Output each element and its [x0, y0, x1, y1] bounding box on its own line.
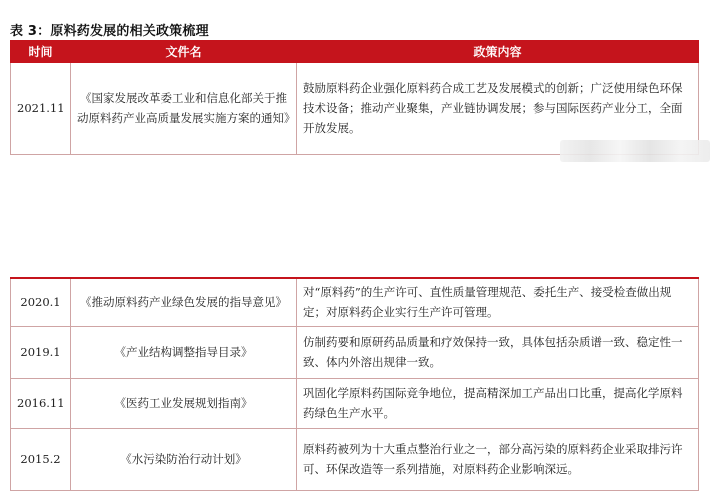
- table-row: [11, 326, 699, 378]
- row-policy-content: 原料药被列为十大重点整治行业之一，部分高污染的原料药企业采取排污许可、环保改造等一系列措施，对原料药企业影响深远。: [297, 428, 699, 490]
- row-document-name: 《水污染防治行动计划》: [71, 428, 297, 490]
- table-header-row: [11, 41, 699, 63]
- header-document: 文件名: [71, 41, 297, 63]
- table-row: [11, 378, 699, 428]
- row-document-name: 《推动原料药产业绿色发展的指导意见》: [71, 278, 297, 326]
- row-date: 2016.11: [11, 378, 71, 428]
- table-row: [11, 428, 699, 490]
- header-content: 政策内容: [297, 41, 699, 63]
- row-document-name: 《医药工业发展规划指南》: [71, 378, 297, 428]
- row-policy-content: 对“原料药”的生产许可、直性质量管理规范、委托生产、接受检查做出规定；对原料药企业实行生产许可管理。: [297, 278, 699, 326]
- table-caption: 表 3：原料药发展的相关政策梳理: [10, 24, 209, 39]
- row-date: 2015.2: [11, 428, 71, 490]
- policy-table-top: [10, 40, 699, 155]
- policy-table-bottom: [10, 277, 699, 491]
- table-row: [11, 278, 699, 326]
- row-date: 2019.1: [11, 326, 71, 378]
- row-policy-content: 鼓励原料药企业强化原料药合成工艺及发展模式的创新；广泛使用绿色环保技术设备；推动产业聚集，产业链协调发展；参与国际医药产业分工，全面开放发展。: [297, 62, 699, 154]
- row-document-name: 《国家发展改革委工业和信息化部关于推动原料药产业高质量发展实施方案的通知》: [71, 62, 297, 154]
- header-time: 时间: [11, 41, 71, 63]
- row-date: 2021.11: [11, 62, 71, 154]
- row-document-name: 《产业结构调整指导目录》: [71, 326, 297, 378]
- row-policy-content: 巩固化学原料药国际竞争地位，提高精深加工产品出口比重，提高化学原料药绿色生产水平。: [297, 378, 699, 428]
- blurred-watermark: [560, 140, 710, 162]
- row-date: 2020.1: [11, 278, 71, 326]
- row-policy-content: 仿制药要和原研药品质量和疗效保持一致，具体包括杂质谱一致、稳定性一致、体内外溶出规律一致。: [297, 326, 699, 378]
